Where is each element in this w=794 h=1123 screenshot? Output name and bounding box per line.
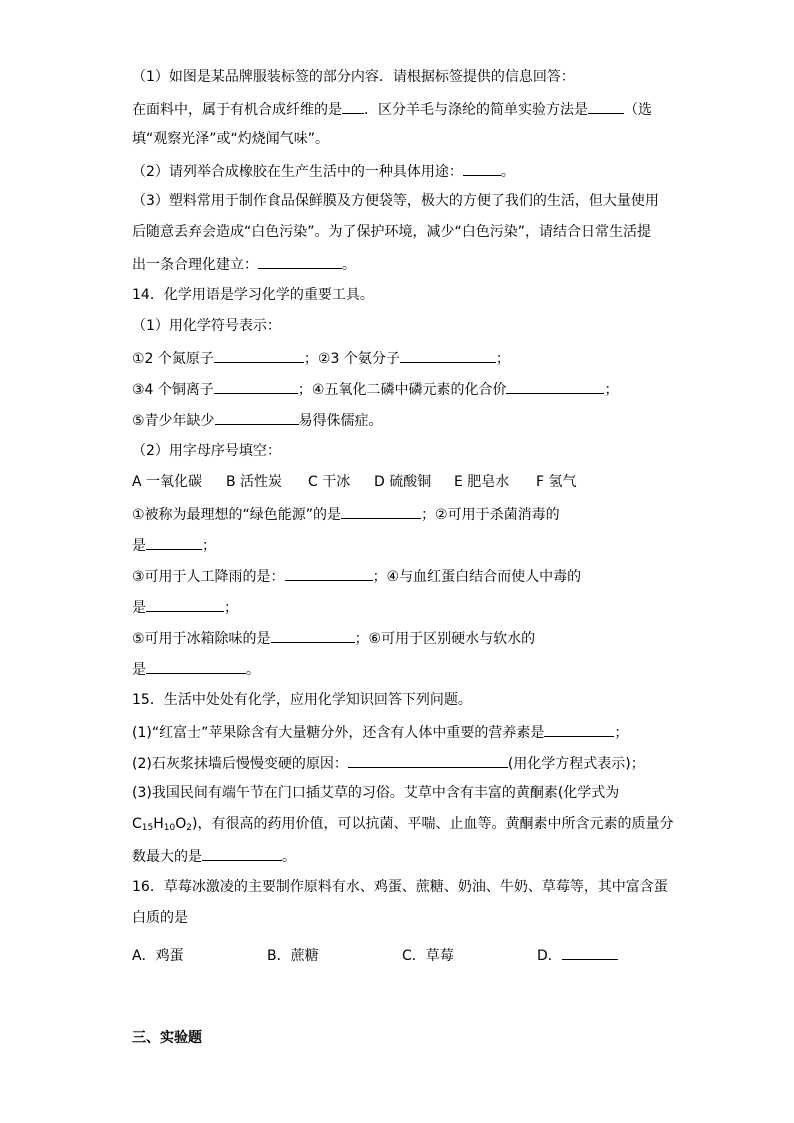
answer-blank[interactable] bbox=[588, 99, 624, 114]
q14-title: 14．化学用语是学习化学的重要工具。 bbox=[132, 287, 374, 303]
answer-blank[interactable] bbox=[562, 945, 618, 960]
answer-blank[interactable] bbox=[463, 161, 501, 176]
answer-blank[interactable] bbox=[146, 597, 224, 612]
option-d: D． bbox=[537, 948, 618, 964]
chemical-formula: $C_{15}H_{10}O_2$ bbox=[132, 816, 192, 833]
answer-blank[interactable] bbox=[146, 535, 202, 550]
q15-sub3-line3: 数最大的是 。 bbox=[132, 846, 672, 866]
answer-blank[interactable] bbox=[544, 722, 614, 737]
option-c: C．草莓 bbox=[402, 948, 454, 964]
option-e: E 肥皂水 bbox=[454, 474, 510, 490]
q13-part1-line3: 填“观察光泽”或“灼烧闻气味”。 bbox=[132, 131, 330, 147]
q16-line2: 白质的是 bbox=[132, 910, 188, 926]
q15-sub3-line2: $C_{15}H_{10}O_2$)，有很高的药用价值，可以抗菌、平喘、止血等。黄酮素中所含元素的质量分 bbox=[132, 816, 674, 833]
q13-part3-line1: （3）塑料常用于制作食品保鲜膜及方便袋等，极大的方便了我们的生活，但大量使用 bbox=[132, 193, 659, 209]
answer-blank[interactable] bbox=[271, 628, 355, 643]
answer-blank[interactable] bbox=[214, 348, 304, 363]
option-a: A 一氧化碳 bbox=[132, 474, 203, 490]
option-b: B．蔗糖 bbox=[267, 948, 319, 964]
q14-fill-line3: ③可用于人工降雨的是： ；④与血红蛋白结合而使人中毒的 bbox=[132, 566, 672, 586]
q13-part3-line2: 后随意丢弃会造成“白色污染”。为了保护环境，减少“白色污染”，请结合日常生活提 bbox=[132, 224, 652, 240]
answer-blank[interactable] bbox=[506, 379, 604, 394]
answer-blank[interactable] bbox=[146, 659, 246, 674]
answer-blank[interactable] bbox=[400, 348, 496, 363]
q15-sub3-line1: (3)我国民间有端午节在门口插艾草的习俗。艾草中含有丰富的黄酮素(化学式为 bbox=[132, 785, 620, 801]
q14-items-line2: ③4 个铜离子 ；④五氧化二磷中磷元素的化合价 ； bbox=[132, 379, 672, 399]
q14-fill-line1: ①被称为最理想的“绿色能源”的是 ；②可用于杀菌消毒的 bbox=[132, 504, 672, 524]
option-c: C 干冰 bbox=[308, 474, 351, 490]
option-d: D 硫酸铜 bbox=[374, 474, 432, 490]
answer-blank[interactable] bbox=[258, 254, 342, 269]
answer-blank[interactable] bbox=[341, 504, 421, 519]
q14-part2: （2）用字母序号填空： bbox=[132, 443, 281, 459]
q15-sub2: (2)石灰浆抹墙后慢慢变硬的原因： (用化学方程式表示)； bbox=[132, 753, 672, 773]
q14-items-line3: ⑤青少年缺少 易得侏儒症。 bbox=[132, 410, 672, 430]
section-heading: 三、实验题 bbox=[132, 1030, 202, 1046]
q14-options bbox=[132, 473, 672, 491]
option-b: B 活性炭 bbox=[226, 474, 283, 490]
q14-fill-line5: ⑤可用于冰箱除味的是 ；⑥可用于区别硬水与软水的 bbox=[132, 628, 672, 648]
q13-part1-line2: 在面料中，属于有机合成纤维的是 ．区分羊毛与涤纶的简单实验方法是 （选 bbox=[132, 99, 672, 119]
q14-fill-line6: 是 。 bbox=[132, 659, 672, 679]
q16-line1: 16．草莓冰激凌的主要制作原料有水、鸡蛋、蔗糖、奶油、牛奶、草莓等，其中富含蛋 bbox=[132, 879, 668, 895]
option-a: A．鸡蛋 bbox=[132, 948, 184, 964]
q14-items-line1: ①2 个氮原子 ；②3 个氨分子 ； bbox=[132, 348, 672, 368]
answer-blank[interactable] bbox=[202, 846, 282, 861]
q14-part1: （1）用化学符号表示： bbox=[132, 318, 281, 334]
q14-fill-line4: 是 ； bbox=[132, 597, 672, 617]
answer-blank[interactable] bbox=[348, 753, 508, 768]
q13-part3-line3: 出一条合理化建立： 。 bbox=[132, 254, 672, 274]
q15-sub1: (1)“红富士”苹果除含有大量糖分外，还含有人体中重要的营养素是 ； bbox=[132, 722, 672, 742]
q13-part1-intro: （1）如图是某品牌服装标签的部分内容．请根据标签提供的信息回答： bbox=[132, 69, 575, 85]
answer-blank[interactable] bbox=[285, 566, 373, 581]
answer-blank[interactable] bbox=[342, 99, 364, 114]
option-f: F 氢气 bbox=[536, 474, 577, 490]
q13-part2: （2）请列举合成橡胶在生产生活中的一种具体用途： 。 bbox=[132, 161, 672, 181]
q15-title: 15．生活中处处有化学，应用化学知识回答下列问题。 bbox=[132, 692, 472, 708]
answer-blank[interactable] bbox=[215, 410, 299, 425]
q14-fill-line2: 是 ； bbox=[132, 535, 672, 555]
answer-blank[interactable] bbox=[214, 379, 298, 394]
q16-options bbox=[132, 945, 672, 965]
